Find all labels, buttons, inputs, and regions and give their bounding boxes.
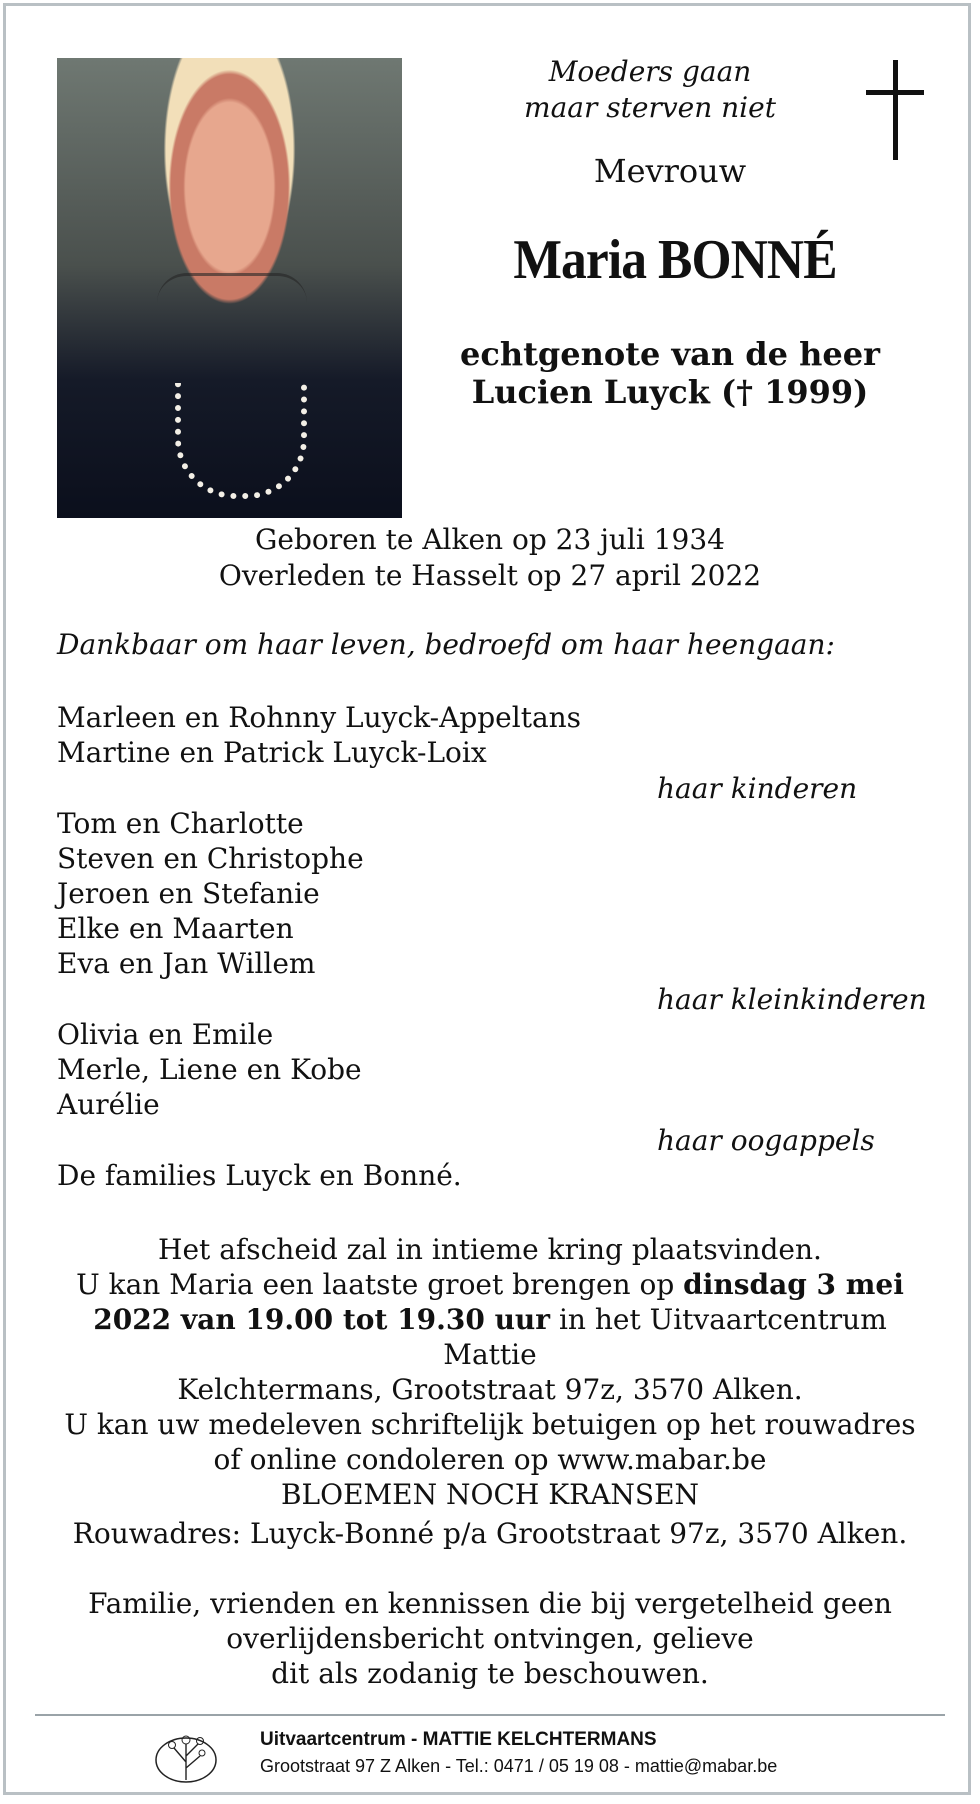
- funeral-home-name: Uitvaartcentrum - MATTIE KELCHTERMANS: [260, 1729, 657, 1750]
- list-item: Aurélie: [57, 1088, 160, 1121]
- honorific: Mevrouw: [593, 152, 747, 190]
- birth-line: Geboren te Alken op 23 juli 1934: [255, 523, 725, 556]
- glasses-shape: [157, 273, 307, 316]
- cross-icon: [866, 60, 924, 160]
- motto: [500, 54, 800, 126]
- farewell-line: Kelchtermans, Grootstraat 97z, 3570 Alken.: [177, 1373, 803, 1406]
- death-line: Overleden te Hasselt op 27 april 2022: [218, 559, 762, 592]
- list-item: Martine en Patrick Luyck-Loix: [57, 736, 487, 769]
- farewell-line: BLOEMEN NOCH KRANSEN: [280, 1478, 700, 1511]
- closing-line: dit als zodanig te beschouwen.: [271, 1657, 709, 1690]
- spouse-line-1: echtgenote van de heer: [460, 335, 880, 373]
- list-item: Jeroen en Stefanie: [57, 877, 320, 910]
- farewell-block: [57, 1232, 923, 1512]
- children-list: [57, 700, 657, 770]
- funeral-home-contact: Grootstraat 97 Z Alken - Tel.: 0471 / 05 19 08 - mattie@mabar.be: [260, 1756, 778, 1776]
- closing-note: [57, 1586, 923, 1691]
- flower-logo-icon: [152, 1722, 232, 1786]
- mourning-address: Rouwadres: Luyck-Bonné p/a Grootstraat 97z, 3570 Alken.: [72, 1517, 908, 1550]
- grandchildren-role: haar kleinkinderen: [657, 983, 927, 1016]
- list-item: Eva en Jan Willem: [57, 947, 316, 980]
- motto-line-2: maar sterven niet: [524, 91, 776, 124]
- list-item: Steven en Christophe: [57, 842, 364, 875]
- list-item: Merle, Liene en Kobe: [57, 1053, 362, 1086]
- greatgrandchildren-role: haar oogappels: [657, 1124, 875, 1157]
- portrait-photo: [57, 58, 402, 518]
- deceased-name: Maria BONNÉ: [513, 229, 837, 291]
- grandchildren-list: [57, 806, 657, 981]
- farewell-line: of online condoleren op www.mabar.be: [213, 1443, 767, 1476]
- intro-line: Dankbaar om haar leven, bedroefd om haar heengaan:: [57, 628, 835, 661]
- footer-divider: [35, 1714, 945, 1716]
- farewell-line: U kan uw medeleven schriftelijk betuigen op het rouwadres: [64, 1408, 916, 1441]
- children-role: haar kinderen: [657, 772, 858, 805]
- closing-line: overlijdensbericht ontvingen, gelieve: [226, 1622, 754, 1655]
- list-item: Olivia en Emile: [57, 1018, 274, 1051]
- farewell-line: U kan Maria een laatste groet brengen op dinsdag 3 mei: [76, 1268, 904, 1301]
- farewell-line: Het afscheid zal in intieme kring plaatsvinden.: [158, 1233, 822, 1266]
- list-item: Marleen en Rohnny Luyck-Appeltans: [57, 701, 582, 734]
- farewell-line: 2022 van 19.00 tot 19.30 uur in het Uitvaartcentrum Mattie: [93, 1303, 887, 1371]
- greatgrandchildren-list: [57, 1017, 657, 1122]
- list-item: Elke en Maarten: [57, 912, 294, 945]
- families-line: De families Luyck en Bonné.: [57, 1159, 462, 1192]
- spouse-line-2: Lucien Luyck († 1999): [471, 373, 869, 411]
- motto-line-1: Moeders gaan: [548, 55, 752, 88]
- life-dates: [57, 522, 923, 594]
- pearl-necklace-shape: [175, 383, 307, 499]
- spouse-info: [440, 335, 900, 411]
- list-item: Tom en Charlotte: [57, 807, 304, 840]
- closing-line: Familie, vrienden en kennissen die bij vergetelheid geen: [88, 1587, 892, 1620]
